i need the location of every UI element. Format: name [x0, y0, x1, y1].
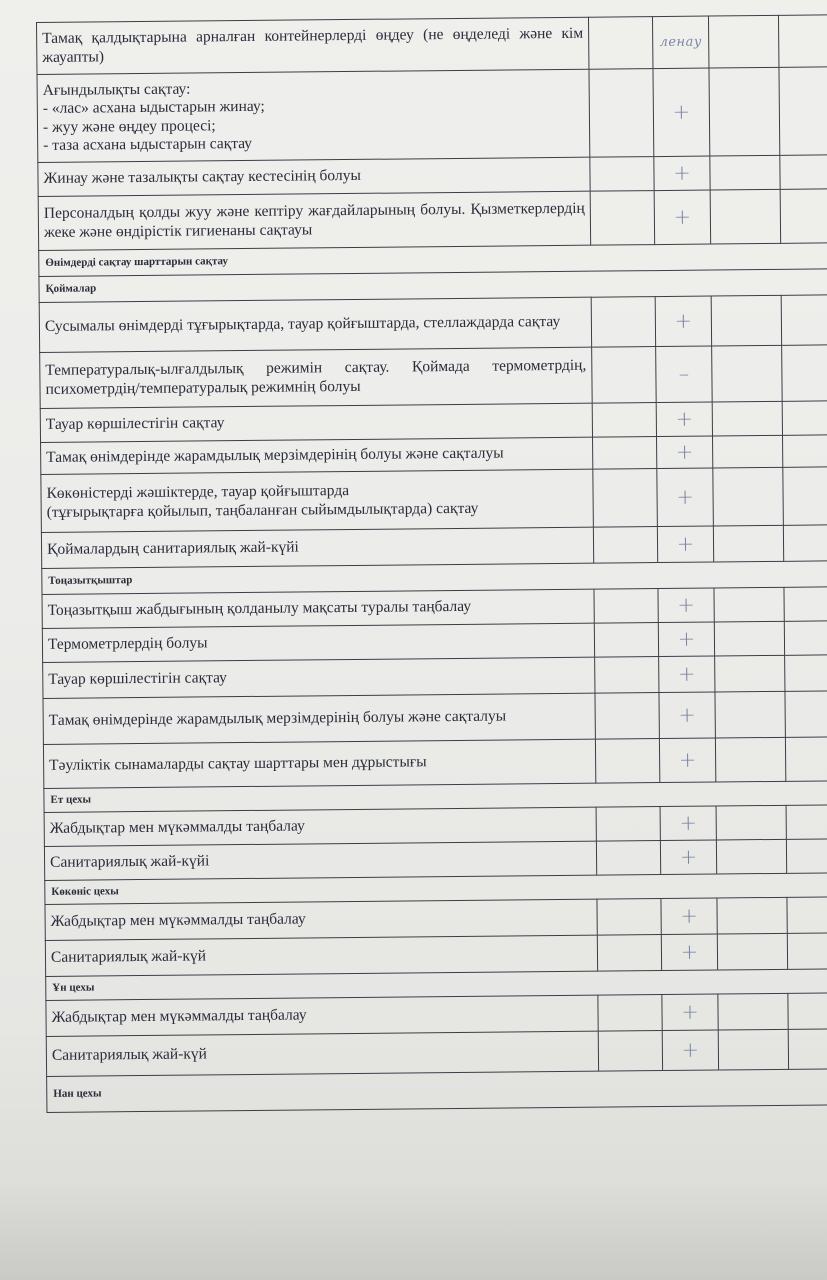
empty-cell	[713, 525, 783, 562]
checklist-row	[43, 691, 827, 745]
empty-cell	[715, 655, 785, 692]
empty-cell	[713, 435, 783, 468]
handwritten-mark: +	[656, 402, 712, 437]
handwritten-mark: ленау	[652, 16, 708, 69]
section-title: Тоңазытқыштар	[42, 561, 827, 595]
requirement-text: Сусымалы өнімдерді тұғырықтарда, тауар қойғыштарда, стеллаждарда сақтау	[39, 297, 591, 352]
checklist-row	[39, 295, 827, 353]
empty-cell	[782, 401, 827, 436]
checklist-row	[40, 345, 827, 409]
requirement-text: Температуралық-ылғалдылық режимін сақтау. Қоймада термометрдің, психометрдің/температуралық режимнің болуы	[40, 347, 593, 408]
handwritten-mark: +	[660, 806, 716, 841]
handwritten-mark: +	[659, 656, 715, 693]
empty-cell	[779, 67, 827, 156]
requirement-text: Персоналдың қолды жуу және кептіру жағдайларының болуы. Қызметкерлердің жеке және өндірістік гигиенаны сақтауы	[38, 191, 590, 250]
empty-cell	[782, 345, 827, 402]
empty-cell	[596, 841, 660, 876]
empty-cell	[717, 897, 787, 934]
checklist-row	[43, 737, 827, 789]
section-title: Ұн цехы	[46, 969, 827, 1001]
empty-cell	[590, 191, 655, 246]
requirement-text: Тамақ қалдықтарына арналған контейнерлерді өңдеу (не өңделеді және кім жауапты)	[37, 17, 589, 74]
empty-cell	[778, 15, 827, 68]
empty-cell	[780, 155, 827, 190]
empty-cell	[717, 933, 787, 970]
section-title: Өнімдерді сақтау шарттарын сақтау	[39, 243, 827, 277]
requirement-text: Жабдықтар мен мүкәммалды таңбалау	[45, 899, 597, 940]
empty-cell	[598, 995, 662, 1032]
empty-cell	[783, 467, 827, 526]
empty-cell	[595, 693, 659, 740]
empty-cell	[592, 403, 656, 438]
requirement-text: Термометрлердің болуы	[42, 623, 594, 662]
handwritten-mark: –	[656, 346, 713, 403]
requirement-text: Санитариялық жай-күйі	[44, 841, 596, 880]
empty-cell	[596, 807, 660, 842]
handwritten-mark: +	[658, 622, 714, 657]
requirement-text: Көкөністерді жәшіктерде, тауар қойғыштарда (тұғырықтарға қойылып, таңбаланған сыйымдылықтарда) сақтау	[41, 469, 594, 532]
requirement-text: Тауар көршілестігін сақтау	[40, 403, 592, 442]
section-title: Көкөніс цехы	[45, 873, 827, 905]
empty-cell	[595, 657, 659, 694]
handwritten-mark: +	[659, 692, 715, 739]
handwritten-mark: +	[662, 994, 718, 1031]
empty-cell	[716, 839, 786, 874]
empty-cell	[592, 347, 657, 404]
handwritten-mark: +	[661, 934, 717, 971]
empty-cell	[788, 993, 827, 1030]
empty-cell	[718, 1029, 788, 1070]
requirement-text: Жинау және тазалықты сақтау кестесінің болуы	[38, 157, 590, 196]
handwritten-mark: +	[659, 738, 715, 783]
requirement-text: Санитариялық жай-күй	[45, 935, 597, 976]
requirement-text: Ағындылықты сақтау: - «лас» асхана ыдыстарын жинау; - жуу және өңдеу процесі; - таза асхана ыдыстарын сақтау	[37, 69, 590, 162]
empty-cell	[593, 469, 658, 528]
handwritten-mark: +	[661, 898, 717, 935]
empty-cell	[785, 737, 827, 782]
empty-cell	[589, 69, 654, 158]
handwritten-mark: +	[657, 436, 713, 469]
handwritten-mark: +	[654, 156, 710, 191]
empty-cell	[597, 899, 661, 936]
handwritten-mark: +	[657, 526, 713, 563]
empty-cell	[714, 587, 784, 622]
checklist-row	[37, 15, 827, 75]
section-header-row	[47, 1069, 827, 1113]
empty-cell	[593, 527, 657, 564]
empty-cell	[784, 621, 827, 656]
empty-cell	[784, 587, 827, 622]
empty-cell	[785, 691, 827, 738]
empty-cell	[708, 15, 778, 68]
empty-cell	[593, 437, 657, 470]
checklist-row	[41, 467, 827, 533]
empty-cell	[787, 897, 827, 934]
empty-cell	[780, 189, 827, 244]
empty-cell	[712, 345, 783, 402]
section-title: Қоймалар	[39, 269, 827, 303]
empty-cell	[787, 933, 827, 970]
empty-cell	[594, 589, 658, 624]
requirement-text: Санитариялық жай-күй	[46, 1031, 598, 1076]
empty-cell	[712, 401, 782, 436]
empty-cell	[786, 839, 827, 874]
requirement-text: Тоңазытқыш жабдығының қолданылу мақсаты туралы таңбалау	[42, 589, 594, 628]
empty-cell	[783, 435, 827, 468]
empty-cell	[588, 17, 652, 70]
photo-shadow	[0, 1185, 827, 1280]
empty-cell	[713, 467, 784, 526]
requirement-text: Қоймалардың санитариялық жай-күйі	[41, 527, 593, 568]
empty-cell	[590, 157, 654, 192]
checklist-row	[38, 189, 827, 251]
empty-cell	[716, 805, 786, 840]
handwritten-mark: +	[654, 190, 711, 245]
empty-cell	[788, 1029, 827, 1070]
empty-cell	[709, 67, 780, 156]
empty-cell	[781, 295, 827, 346]
empty-cell	[594, 623, 658, 658]
requirement-text: Жабдықтар мен мүкәммалды таңбалау	[46, 995, 598, 1036]
requirement-text: Жабдықтар мен мүкәммалды таңбалау	[44, 807, 596, 846]
checklist-row	[37, 67, 827, 163]
empty-cell	[715, 691, 785, 738]
requirement-text: Тауар көршілестігін сақтау	[43, 657, 595, 698]
handwritten-mark: +	[657, 468, 714, 527]
empty-cell	[597, 935, 661, 972]
empty-cell	[714, 621, 784, 656]
checklist-table	[36, 14, 827, 1113]
empty-cell	[715, 737, 785, 782]
empty-cell	[595, 739, 659, 784]
section-title: Ет цехы	[44, 781, 827, 813]
empty-cell	[785, 655, 827, 692]
requirement-text: Тамақ өнімдерінде жарамдылық мерзімдерінің болуы және сақталуы	[41, 437, 593, 474]
handwritten-mark: +	[660, 840, 716, 875]
handwritten-mark: +	[658, 588, 714, 623]
empty-cell	[711, 295, 781, 346]
empty-cell	[718, 993, 788, 1030]
handwritten-mark: +	[653, 68, 710, 157]
empty-cell	[598, 1031, 662, 1072]
checklist-sheet	[36, 14, 827, 1113]
empty-cell	[783, 525, 827, 562]
handwritten-mark: +	[655, 296, 711, 347]
empty-cell	[710, 189, 781, 244]
handwritten-mark: +	[662, 1030, 718, 1071]
empty-cell	[786, 805, 827, 840]
requirement-text: Тамақ өнімдерінде жарамдылық мерзімдерінің болуы және сақталуы	[43, 693, 595, 744]
section-title: Нан цехы	[47, 1069, 827, 1113]
requirement-text: Тәуліктік сынамаларды сақтау шарттары мен дұрыстығы	[43, 739, 595, 788]
empty-cell	[591, 297, 655, 348]
empty-cell	[710, 155, 780, 190]
